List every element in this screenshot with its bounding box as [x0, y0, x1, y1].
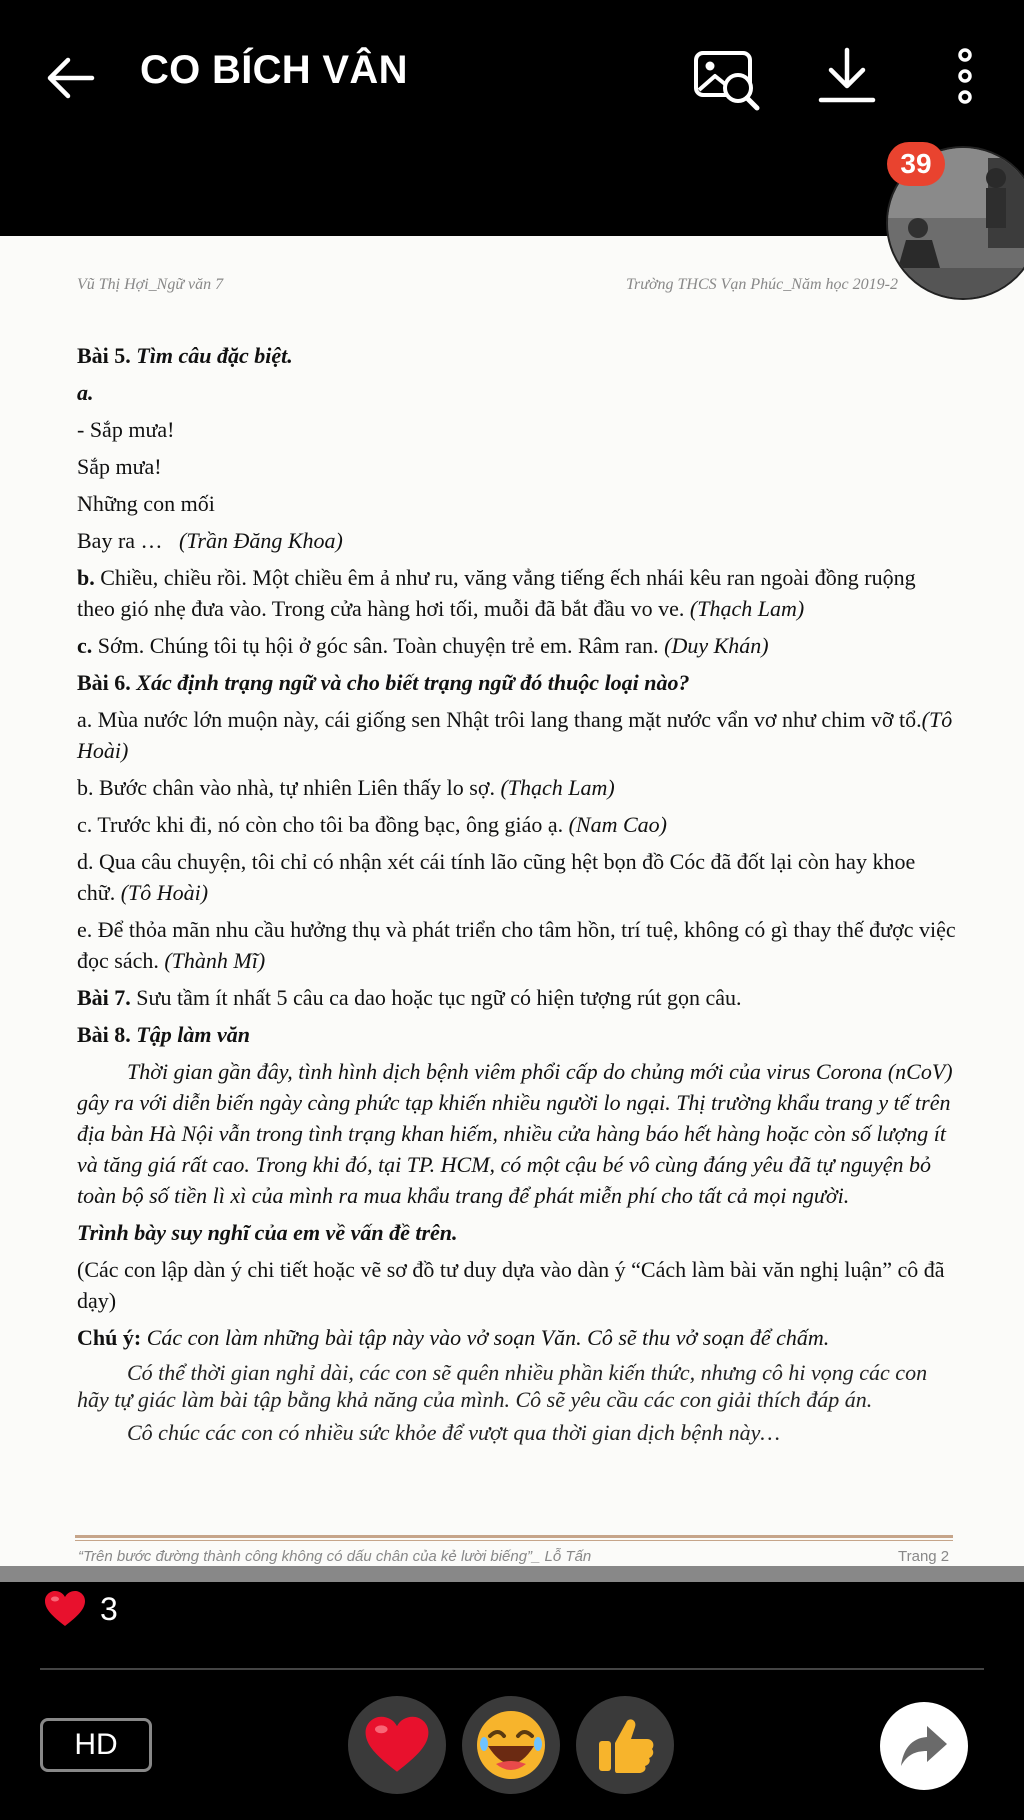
poem-line: Sắp mưa!	[77, 454, 162, 479]
bai6-item: b. Bước chân vào nhà, tự nhiên Liên thấy lo sợ. (Thạch Lam)	[77, 775, 615, 800]
top-bar	[0, 0, 1024, 236]
bai5-c: c. Sớm. Chúng tôi tụ hội ở góc sân. Toàn chuyện trẻ em. Râm ran. (Duy Khán)	[77, 633, 769, 658]
poem-line: Những con mối	[77, 491, 215, 516]
share-button[interactable]	[880, 1702, 968, 1790]
poem-line: Bay ra … (Trần Đăng Khoa)	[77, 528, 343, 553]
react-laugh-button[interactable]	[462, 1696, 560, 1794]
note-line: Có thể thời gian nghỉ dài, các con sẽ quên nhiều phần kiến thức, nhưng cô hi vọng các con hãy tự giác làm bài tập bằng khả năng của mình. Cô sẽ yêu cầu các con giải thích đáp án.	[77, 1360, 928, 1412]
bai7: Bài 7. Sưu tầm ít nhất 5 câu ca dao hoặc tục ngữ có hiện tượng rút gọn câu.	[77, 985, 742, 1010]
bai6-item: a. Mùa nước lớn muộn này, cái giống sen Nhật trôi lang thang mặt nước vẩn vơ như chim vỡ tổ.(Tô Hoài)	[77, 707, 953, 763]
hd-quality-button[interactable]: HD	[40, 1718, 152, 1772]
footer-rule-thin	[75, 1540, 953, 1541]
bai8-instruction: (Các con lập dàn ý chi tiết hoặc vẽ sơ đồ tư duy dựa vào dàn ý “Cách làm bài văn nghị luận” cô đã dạy)	[77, 1257, 945, 1313]
bai6-item: d. Qua câu chuyện, tôi chỉ có nhận xét cái tính lão cũng hệt bọn đồ Cóc đã đốt lại còn hay khoe chữ. (Tô Hoài)	[77, 849, 916, 905]
chat-title: CO BÍCH VÂN	[140, 48, 408, 92]
note: Chú ý: Các con làm những bài tập này vào vở soạn Văn. Cô sẽ thu vở soạn để chấm.	[77, 1325, 830, 1350]
doc-page-number: Trang 2	[898, 1548, 950, 1565]
bai8-passage: Thời gian gần đây, tình hình dịch bệnh viêm phổi cấp do chủng mới của virus Corona (nCoV) gây ra với diễn biến ngày càng phức tạp khiến nhiều người lo ngại. Thị trường khẩu trang y tế trên địa bàn Hà Nội vẫn trong tình trạng khan hiếm, nhiều cửa hàng báo hết hàng hoặc còn số lượng ít và tăng giá rất cao. Trong khi đó, tại TP. HCM, có một cậu bé vô cùng đáng yêu đã tự nguyện bỏ toàn bộ số tiền lì xì của mình ra mua khẩu trang để phát miễn phí cho tất cả mọi người.	[77, 1059, 953, 1208]
share-arrow-icon	[899, 1724, 949, 1768]
doc-footer-quote: “Trên bước đường thành công không có dấu chân của kẻ lười biếng”_ Lỗ Tấn	[78, 1548, 592, 1565]
footer-rule	[75, 1535, 953, 1538]
doc-body	[77, 340, 957, 1452]
bai5-b: b. Chiều, chiều rồi. Một chiều êm ả như ru, văng vẳng tiếng ếch nhái kêu ran ngoài đồng ruộng theo gió nhẹ đưa vào. Trong cửa hàng hơi tối, muỗi đã bắt đầu vo ve. (Thạch Lam)	[77, 565, 916, 621]
bottom-divider	[40, 1668, 984, 1670]
note-line: Cô chúc các con có nhiều sức khỏe để vượt qua thời gian dịch bệnh này…	[127, 1420, 780, 1445]
bai8-heading: Bài 8. Tập làm văn	[77, 1022, 250, 1047]
image-search-icon[interactable]	[693, 48, 763, 112]
thumbs-up-icon	[593, 1713, 657, 1777]
poem-line: - Sắp mưa!	[77, 417, 175, 442]
bai8-prompt: Trình bày suy nghĩ của em về vấn đề trên.	[77, 1220, 458, 1245]
heart-icon	[44, 1590, 86, 1628]
doc-header-left: Vũ Thị Hợi_Ngữ văn 7	[77, 276, 224, 293]
bai5-heading: Bài 5. Tìm câu đặc biệt.	[77, 343, 293, 368]
heart-icon	[364, 1715, 430, 1775]
bai6-heading: Bài 6. Xác định trạng ngữ và cho biết trạng ngữ đó thuộc loại nào?	[77, 670, 690, 695]
download-icon[interactable]	[815, 46, 879, 106]
like-count: 3	[100, 1590, 118, 1627]
unread-count-badge: 39	[887, 142, 945, 186]
more-options-icon[interactable]	[952, 48, 978, 104]
react-thumbs-up-button[interactable]	[576, 1696, 674, 1794]
laughing-face-icon	[474, 1708, 548, 1782]
back-arrow-icon[interactable]	[42, 50, 98, 106]
react-heart-button[interactable]	[348, 1696, 446, 1794]
image-bottom-edge	[0, 1566, 1024, 1582]
bai6-item: c. Trước khi đi, nó còn cho tôi ba đồng bạc, ông giáo ạ. (Nam Cao)	[77, 812, 667, 837]
document-image[interactable]	[0, 236, 1024, 1582]
bai5-a-label: a.	[77, 380, 94, 405]
like-summary[interactable]	[44, 1588, 118, 1630]
bai6-item: e. Để thỏa mãn nhu cầu hưởng thụ và phát triển cho tâm hồn, trí tuệ, không có gì thay thế được việc đọc sách. (Thành Mĩ)	[77, 917, 956, 973]
doc-header-right: Trường THCS Vạn Phúc_Năm học 2019-2	[626, 276, 898, 293]
